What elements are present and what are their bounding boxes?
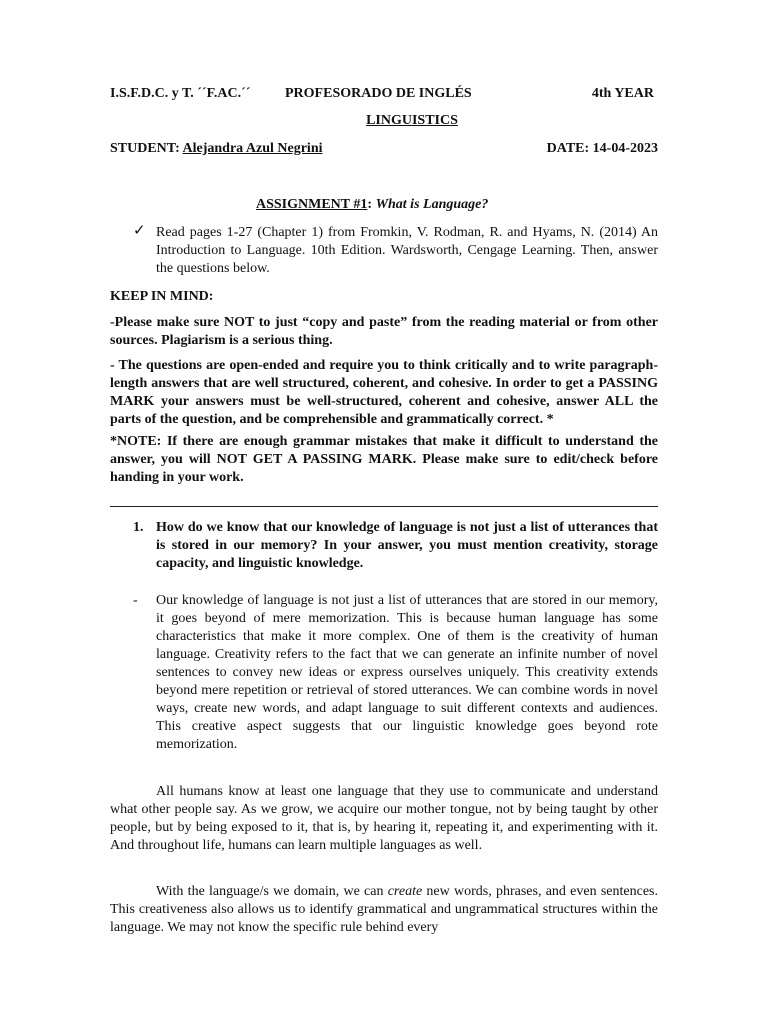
answer-paragraph-2: All humans know at least one language that they use to communicate and understand what other people say. As we grow, we acquire our mother tongue, not by being taught by other people, but by being exposed to it, that is, by hearing it, repeating it, and experimenting with it. And throughout life, humans can learn multiple languages as well. [110, 784, 658, 853]
student-label: STUDENT: [110, 141, 180, 156]
emphasis-create: create [387, 884, 423, 899]
student-name: Alejandra Azul Negrini [182, 141, 323, 156]
paragraph-3-start: With the language/s we domain, we can [156, 884, 388, 899]
rule-no-copy-paste: -Please make sure NOT to just “copy and paste” from the reading material or from other sources. Plagiarism is a serious thing. [110, 315, 658, 348]
assignment-date: DATE: 14-04-2023 [546, 141, 658, 156]
assignment-colon: : [367, 197, 373, 212]
paragraph-3-end: new words, phrases, and even sentences. This creativeness also allows us to identify grammatical and ungrammatical structures within the language. We may not know the specific rule behind every [110, 884, 658, 935]
question-number: 1. [133, 520, 144, 535]
rule-open-ended: - The questions are open-ended and require you to think critically and to write paragraph-length answers that are well structured, coherent, and cohesive. In order to get a PASSING MARK your answers must be well-structured, coherent and cohesive, answer ALL the parts of the question, and be comprehensible and grammatically correct. * [110, 358, 658, 427]
keep-in-mind-heading: KEEP IN MIND: [110, 289, 214, 304]
answer-paragraph-3 [110, 883, 658, 937]
header-row [110, 85, 658, 103]
reading-instruction: Read pages 1-27 (Chapter 1) from Fromkin, V. Rodman, R. and Hyams, N. (2014) An Introduction to Language. 10th Edition. Wardsworth, Cengage Learning. Then, answer the questions below. [156, 225, 658, 276]
answer-dash: - [133, 593, 138, 608]
subject-title: LINGUISTICS [366, 113, 458, 128]
question-text: How do we know that our knowledge of language is not just a list of utterances that is stored in our memory? In your answer, you must mention creativity, storage capacity, and linguistic knowledge. [156, 520, 658, 571]
answer-paragraph-1: Our knowledge of language is not just a list of utterances that are stored in our memory, it goes beyond of mere memorization. This is because human language has some characteristics that make it more complex. One of them is the creativity of human language. Creativity refers to the fact that we can generate an infinite number of novel sentences to convey new ideas or express ourselves uniquely. This creativity extends beyond mere repetition or retrieval of stored utterances. We can combine words in novel ways, create new words, and adapt language to suit different contexts and audiences. This creative aspect suggests that our linguistic knowledge goes beyond rote memorization. [156, 593, 658, 752]
separator-line [110, 506, 658, 507]
student-line [110, 140, 323, 158]
course-year: 4th YEAR [591, 86, 654, 101]
checkmark-icon: ✓ [133, 223, 146, 239]
grammar-note: *NOTE: If there are enough grammar mistakes that make it difficult to understand the answer, you will NOT GET A PASSING MARK. Please make sure to edit/check before handing in your work. [110, 434, 658, 485]
program-name: PROFESORADO DE INGLÉS [285, 86, 472, 101]
assignment-heading [256, 196, 488, 214]
institute-name: I.S.F.D.C. y T. ´´F.AC.´´ [110, 86, 251, 101]
assignment-number: ASSIGNMENT #1 [256, 197, 368, 212]
assignment-title: What is Language? [375, 197, 489, 212]
